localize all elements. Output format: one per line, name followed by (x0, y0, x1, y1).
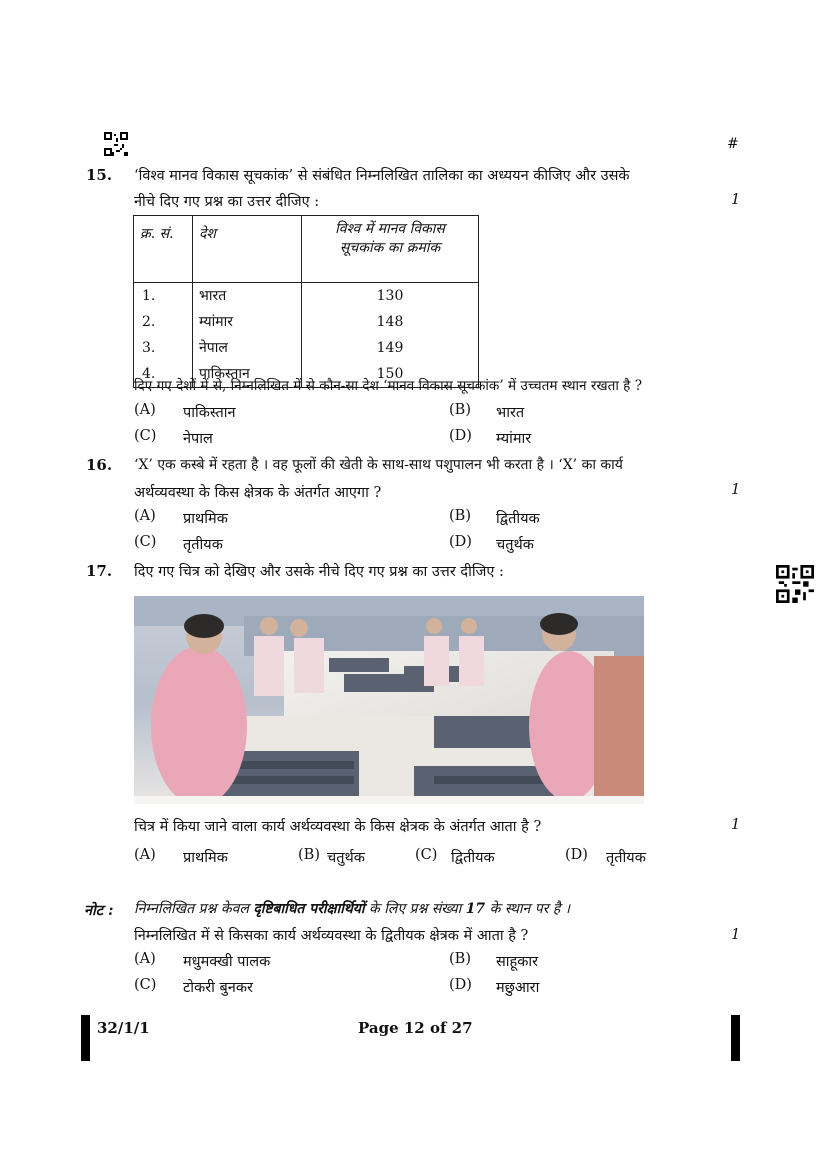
q16-text-line1: ‘X’ एक कस्बे में रहता है । वह फूलों की खेती के साथ-साथ पशुपालन भी करता है । ‘X’ का कार्य (134, 457, 623, 473)
option-text: नेपाल (183, 431, 213, 447)
q17-option-c[interactable] (415, 847, 495, 866)
table-cell-sno: 4. (142, 366, 156, 382)
table-col-rank (302, 283, 479, 388)
q15-option-d[interactable] (449, 428, 532, 447)
footer-bar-left (81, 1015, 90, 1061)
q15-option-b[interactable] (449, 402, 525, 421)
option-label: (D) (449, 977, 472, 993)
table-cell-rank: 148 (376, 314, 404, 330)
option-label: (C) (134, 428, 157, 444)
table-cell-rank: 150 (376, 366, 404, 382)
note-option-a[interactable] (134, 951, 271, 970)
q17-number: 17. (86, 562, 113, 580)
hdi-table (133, 215, 479, 388)
q15-option-c[interactable] (134, 428, 213, 447)
q15-number: 15. (86, 166, 113, 184)
note-label: नोट : (84, 902, 114, 919)
note-text-bold: दृष्टिबाधित परीक्षार्थियों (253, 901, 365, 917)
option-text: मधुमक्खी पालक (183, 954, 271, 970)
table-col-country (193, 283, 302, 388)
q16-option-d[interactable] (449, 534, 534, 553)
q17-option-a[interactable] (134, 847, 228, 866)
option-text: टोकरी बुनकर (183, 980, 253, 996)
q17-marks: 1 (731, 817, 741, 833)
table-cell-country: म्यांमार (199, 314, 234, 330)
option-label: (B) (298, 847, 320, 863)
note-option-c[interactable] (134, 977, 253, 996)
note-text-part: निम्नलिखित प्रश्न केवल (134, 901, 254, 917)
table-header-sno: क्र. सं. (134, 216, 193, 283)
table-col-sno (134, 283, 193, 388)
table-header-rank-line1: विश्व में मानव विकास (335, 221, 445, 237)
note-text-part: के स्थान पर है । (485, 901, 571, 917)
footer-bar-right (731, 1015, 740, 1061)
note-text (134, 899, 570, 918)
option-text: द्वितीयक (451, 850, 495, 866)
option-label: (C) (415, 847, 438, 863)
table-cell-country: भारत (199, 288, 227, 304)
table-header-rank (302, 216, 479, 283)
table-header-rank-line2: सूचकांक का क्रमांक (339, 240, 441, 256)
qr-code-side (776, 565, 814, 603)
q17-question: चित्र में किया जाने वाला कार्य अर्थव्यवस्था के किस क्षेत्रक के अंतर्गत आता है ? (134, 819, 542, 835)
footer-paper-code: 32/1/1 (97, 1019, 150, 1037)
table-cell-country: नेपाल (199, 340, 228, 356)
option-label: (A) (134, 402, 156, 418)
q15-marks: 1 (731, 192, 741, 208)
option-text: तृतीयक (606, 850, 646, 866)
option-text: साहूकार (496, 954, 539, 970)
option-text: द्वितीयक (496, 511, 540, 527)
option-label: (C) (134, 977, 157, 993)
option-text: चतुर्थक (327, 850, 365, 866)
note-text-part: के लिए प्रश्न संख्या (364, 901, 466, 917)
qr-code-header (104, 132, 128, 156)
page-marker: # (727, 136, 739, 152)
option-label: (D) (449, 428, 472, 444)
option-label: (A) (134, 847, 156, 863)
q15-question: दिए गए देशों में से, निम्नलिखित में से कौन-सा देश ‘मानव विकास सूचकांक’ में उच्चतम स्थान रखता है ? (134, 378, 643, 394)
note-option-b[interactable] (449, 951, 539, 970)
option-text: चतुर्थक (496, 537, 534, 553)
q15-text-line2: नीचे दिए गए प्रश्न का उत्तर दीजिए : (134, 194, 320, 210)
option-text: तृतीयक (183, 537, 223, 553)
option-text: पाकिस्तान (183, 405, 236, 421)
option-text: म्यांमार (496, 431, 532, 447)
q15-option-a[interactable] (134, 402, 236, 421)
q16-option-b[interactable] (449, 508, 540, 527)
q16-number: 16. (86, 456, 113, 474)
q16-option-c[interactable] (134, 534, 223, 553)
q17-intro: दिए गए चित्र को देखिए और उसके नीचे दिए गए प्रश्न का उत्तर दीजिए : (134, 564, 504, 580)
garment-factory-photo (134, 596, 644, 804)
footer-page-number: Page 12 of 27 (358, 1019, 473, 1037)
note-marks: 1 (731, 927, 741, 943)
q16-option-a[interactable] (134, 508, 228, 527)
q17-option-d[interactable] (565, 847, 646, 866)
q16-marks: 1 (731, 482, 741, 498)
table-cell-country: पाकिस्तान (199, 366, 250, 382)
q15-text-line1: ‘विश्व मानव विकास सूचकांक’ से संबंधित निम्नलिखित तालिका का अध्ययन कीजिए और उसके (134, 168, 630, 184)
note-question-number: 17 (465, 901, 486, 917)
option-label: (B) (449, 951, 471, 967)
option-text: प्राथमिक (183, 850, 228, 866)
table-cell-sno: 1. (142, 288, 156, 304)
note-option-d[interactable] (449, 977, 540, 996)
option-text: भारत (496, 405, 525, 421)
table-cell-rank: 130 (376, 288, 404, 304)
option-text: मछुआरा (496, 980, 540, 996)
option-text: प्राथमिक (183, 511, 228, 527)
table-cell-sno: 2. (142, 314, 156, 330)
option-label: (D) (565, 847, 588, 863)
q17-option-b[interactable] (298, 847, 365, 866)
option-label: (D) (449, 534, 472, 550)
option-label: (B) (449, 508, 471, 524)
option-label: (A) (134, 508, 156, 524)
option-label: (B) (449, 402, 471, 418)
q16-text-line2: अर्थव्यवस्था के किस क्षेत्रक के अंतर्गत आएगा ? (134, 485, 382, 501)
table-header-country: देश (193, 216, 302, 283)
table-cell-rank: 149 (376, 340, 404, 356)
table-cell-sno: 3. (142, 340, 156, 356)
note-question: निम्नलिखित में से किसका कार्य अर्थव्यवस्था के द्वितीयक क्षेत्रक में आता है ? (134, 928, 529, 944)
option-label: (C) (134, 534, 157, 550)
option-label: (A) (134, 951, 156, 967)
